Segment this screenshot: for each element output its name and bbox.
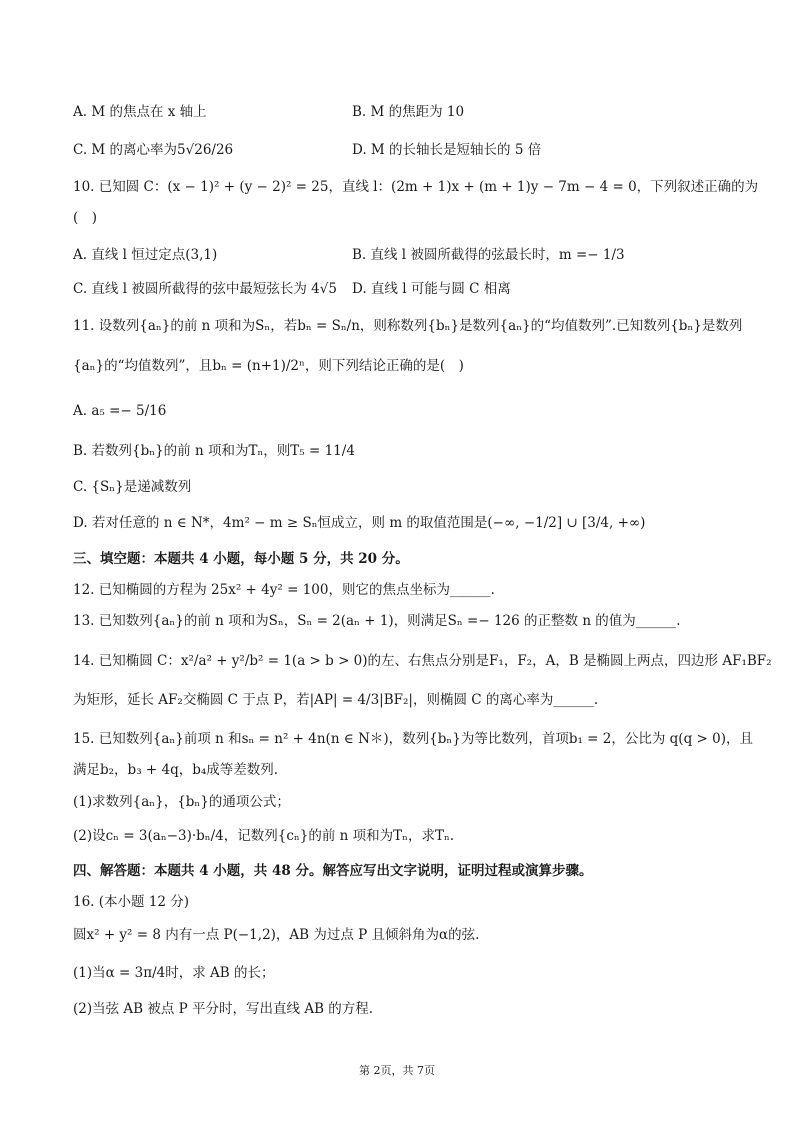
q11-option-a: A. a₅ =− 5/16: [73, 403, 167, 419]
q12: 12. 已知椭圆的方程为 25x² + 4y² = 100，则它的焦点坐标为______.: [73, 582, 495, 598]
q9-option-a: A. M 的焦点在 x 轴上: [73, 104, 207, 120]
q11-stem: 11. 设数列{aₙ}的前 n 项和为Sₙ，若bₙ = Sₙ/n，则称数列{bₙ}是数列{aₙ}的“均值数列”.已知数列{bₙ}是数列: [73, 318, 743, 334]
q15-stem-cont: 满足b₂，b₃ + 4q，b₄成等差数列.: [73, 762, 279, 778]
q16-part-1: (1)当α = 3π/4时，求 AB 的长；: [73, 965, 275, 981]
q9-option-d: D. M 的长轴长是短轴长的 5 倍: [352, 142, 542, 158]
q10-option-d: D. 直线 l 可能与圆 C 相离: [352, 281, 511, 297]
q10-option-c: C. 直线 l 被圆所截得的弦中最短弦长为 4√5: [73, 281, 337, 297]
q9-option-b: B. M 的焦距为 10: [352, 104, 465, 120]
q11-stem-cont: {aₙ}的“均值数列”，且bₙ = (n+1)/2ⁿ，则下列结论正确的是( ): [73, 358, 464, 374]
q15-part-2: (2)设cₙ = 3(aₙ−3)·bₙ/4，记数列{cₙ}的前 n 项和为Tₙ，求Tₙ.: [73, 828, 455, 844]
q16-stem: 圆x² + y² = 8 内有一点 P(−1,2)，AB 为过点 P 且倾斜角为α的弦.: [73, 927, 480, 943]
q10-option-a: A. 直线 l 恒过定点(3,1): [73, 247, 218, 263]
q9-option-c: C. M 的离心率为5√26/26: [73, 142, 234, 158]
q10-option-b: B. 直线 l 被圆所截得的弦最长时，m =− 1/3: [352, 247, 625, 263]
section-fill-in-heading: 三、填空题：本题共 4 小题，每小题 5 分，共 20 分。: [73, 551, 409, 567]
q15-stem: 15. 已知数列{aₙ}前项 n 和sₙ = n² + 4n(n ∈ N＊)，数列{bₙ}为等比数列，首项b₁ = 2，公比为 q(q > 0)，且: [73, 731, 753, 747]
q14: 14. 已知椭圆 C：x²/a² + y²/b² = 1(a > b > 0)的左、右焦点分别是F₁，F₂，A，B 是椭圆上两点，四边形 AF₁BF₂: [73, 653, 772, 669]
page-footer: 第 2页，共 7页: [359, 1064, 435, 1077]
q10-paren: ( ): [73, 210, 98, 226]
q11-option-c: C. {Sₙ}是递减数列: [73, 479, 192, 495]
q16-title: 16. (本小题 12 分): [73, 894, 190, 910]
q11-option-d: D. 若对任意的 n ∈ N*，4m² − m ≥ Sₙ恒成立，则 m 的取值范围是(−∞, −1/2] ∪ [3/4, +∞): [73, 515, 646, 531]
q16-part-2: (2)当弦 AB 被点 P 平分时，写出直线 AB 的方程.: [73, 1001, 374, 1017]
q13: 13. 已知数列{aₙ}的前 n 项和为Sₙ，Sₙ = 2(aₙ + 1)，则满足Sₙ =− 126 的正整数 n 的值为______.: [73, 613, 681, 629]
q15-part-1: (1)求数列{aₙ}，{bₙ}的通项公式；: [73, 794, 290, 810]
q11-option-b: B. 若数列{bₙ}的前 n 项和为Tₙ，则T₅ = 11/4: [73, 443, 355, 459]
section-answer-heading: 四、解答题：本题共 4 小题，共 48 分。解答应写出文字说明，证明过程或演算步骤。: [73, 863, 593, 879]
q10-stem: 10. 已知圆 C：(x − 1)² + (y − 2)² = 25，直线 l：(2m + 1)x + (m + 1)y − 7m − 4 = 0，下列叙述正确的为: [73, 179, 759, 195]
q14-cont: 为矩形，延长 AF₂交椭圆 C 于点 P，若|AP| = 4/3|BF₂|，则椭圆 C 的离心率为______.: [73, 692, 599, 708]
